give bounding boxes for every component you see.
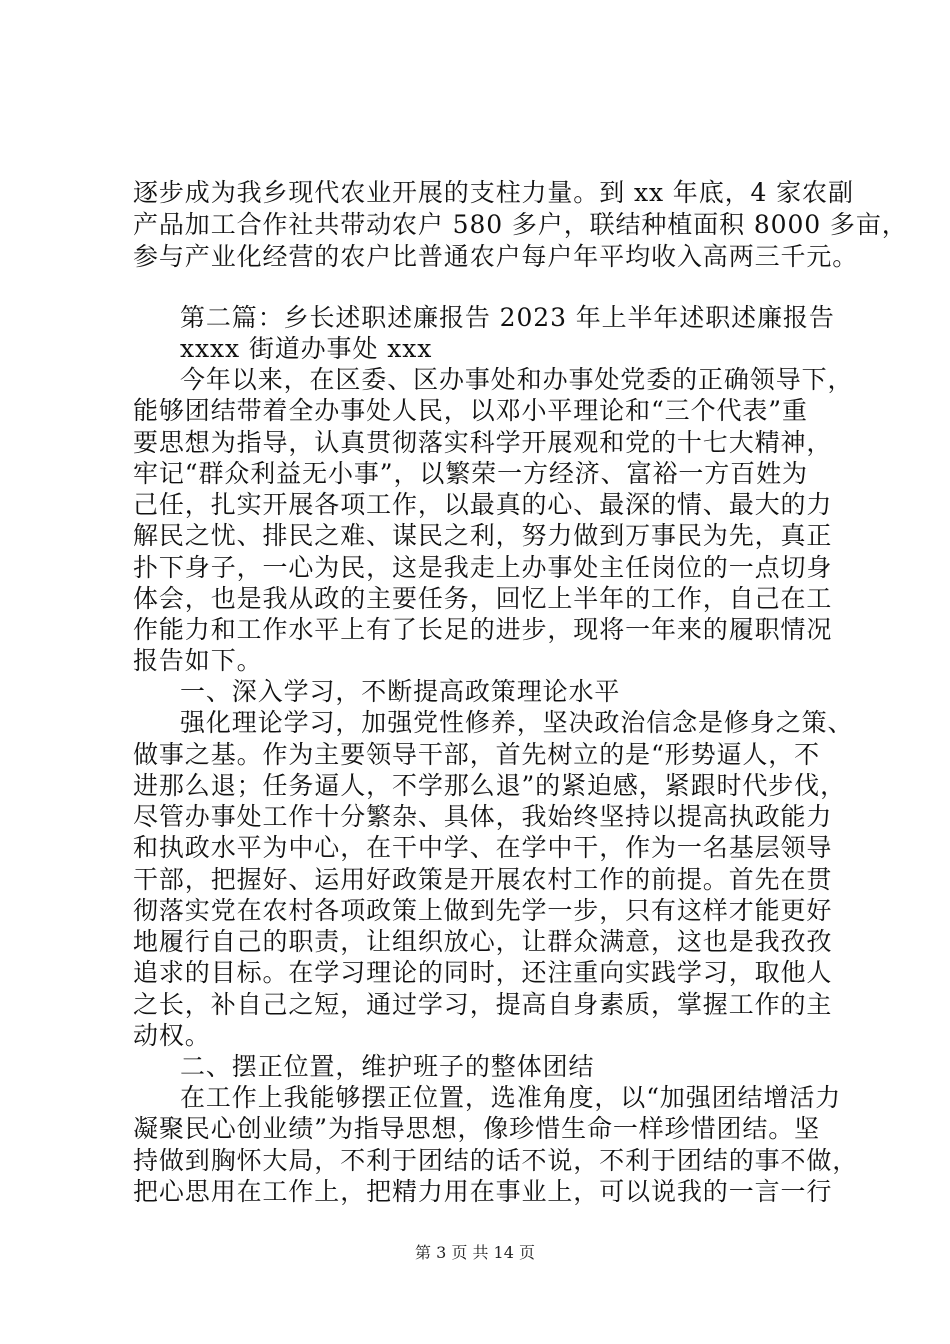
text-line: 要思想为指导，认真贯彻落实科学开展观和党的十七大精神，	[133, 428, 833, 457]
text-line: 追求的目标。在学习理论的同时，还注重向实践学习，取他人	[133, 958, 833, 987]
text-line: 凝聚民心创业绩”为指导思想，像珍惜生命一样珍惜团结。坚	[133, 1114, 821, 1143]
text-line: 牢记“群众利益无小事”，以繁荣一方经济、富裕一方百姓为	[133, 459, 808, 488]
section-heading: 第二篇：乡长述职述廉报告 2023 年上半年述职述廉报告	[180, 303, 835, 332]
subheading: 二、摆正位置，维护班子的整体团结	[180, 1052, 595, 1081]
text-line: 作能力和工作水平上有了长足的进步，现将一年来的履职情况	[133, 615, 833, 644]
text-line: 己任，扎实开展各项工作，以最真的心、最深的情、最大的力	[133, 490, 833, 519]
text-line: 干部，把握好、运用好政策是开展农村工作的前提。首先在贯	[133, 865, 833, 894]
page-number-footer: 第 3 页 共 14 页	[415, 1243, 535, 1262]
text-line: 强化理论学习，加强党性修养，坚决政治信念是修身之策、	[180, 708, 854, 737]
text-line: 之长，补自己之短，通过学习，提高自身素质，掌握工作的主	[133, 990, 833, 1019]
text-line: 扑下身子，一心为民，这是我走上办事处主任岗位的一点切身	[133, 553, 833, 582]
author-line: xxxx 街道办事处 xxx	[180, 334, 433, 363]
text-line: 逐步成为我乡现代农业开展的支柱力量。到 xx 年底，4 家农副	[133, 178, 854, 207]
text-line: 解民之忧、排民之难、谋民之利，努力做到万事民为先，真正	[133, 521, 833, 550]
text-line: 在工作上我能够摆正位置，选准角度，以“加强团结增活力	[180, 1083, 842, 1112]
text-line: 把心思用在工作上，把精力用在事业上，可以说我的一言一行	[133, 1177, 833, 1206]
text-line: 体会，也是我从政的主要任务，回忆上半年的工作，自己在工	[133, 584, 833, 613]
text-line: 地履行自己的职责，让组织放心，让群众满意，这也是我孜孜	[133, 927, 833, 956]
text-line: 产品加工合作社共带动农户 580 多户，联结种植面积 8000 多亩，	[133, 210, 908, 239]
text-line: 今年以来，在区委、区办事处和办事处党委的正确领导下，	[180, 365, 854, 394]
text-line: 报告如下。	[133, 646, 263, 675]
text-line: 动权。	[133, 1021, 211, 1050]
text-line: 进那么退；任务逼人，不学那么退”的紧迫感，紧跟时代步伐，	[133, 771, 846, 800]
text-line: 能够团结带着全办事处人民，以邓小平理论和“三个代表”重	[133, 396, 808, 425]
text-line: 彻落实党在农村各项政策上做到先学一步，只有这样才能更好	[133, 896, 833, 925]
text-line: 和执政水平为中心，在干中学、在学中干，作为一名基层领导	[133, 833, 833, 862]
text-line: 尽管办事处工作十分繁杂、具体，我始终坚持以提高执政能力	[133, 802, 833, 831]
text-line: 持做到胸怀大局，不利于团结的话不说，不利于团结的事不做，	[133, 1146, 859, 1175]
text-line: 参与产业化经营的农户比普通农户每户年平均收入高两三千元。	[133, 242, 859, 271]
subheading: 一、深入学习，不断提高政策理论水平	[180, 677, 621, 706]
text-line: 做事之基。作为主要领导干部，首先树立的是“形势逼人，不	[133, 740, 821, 769]
